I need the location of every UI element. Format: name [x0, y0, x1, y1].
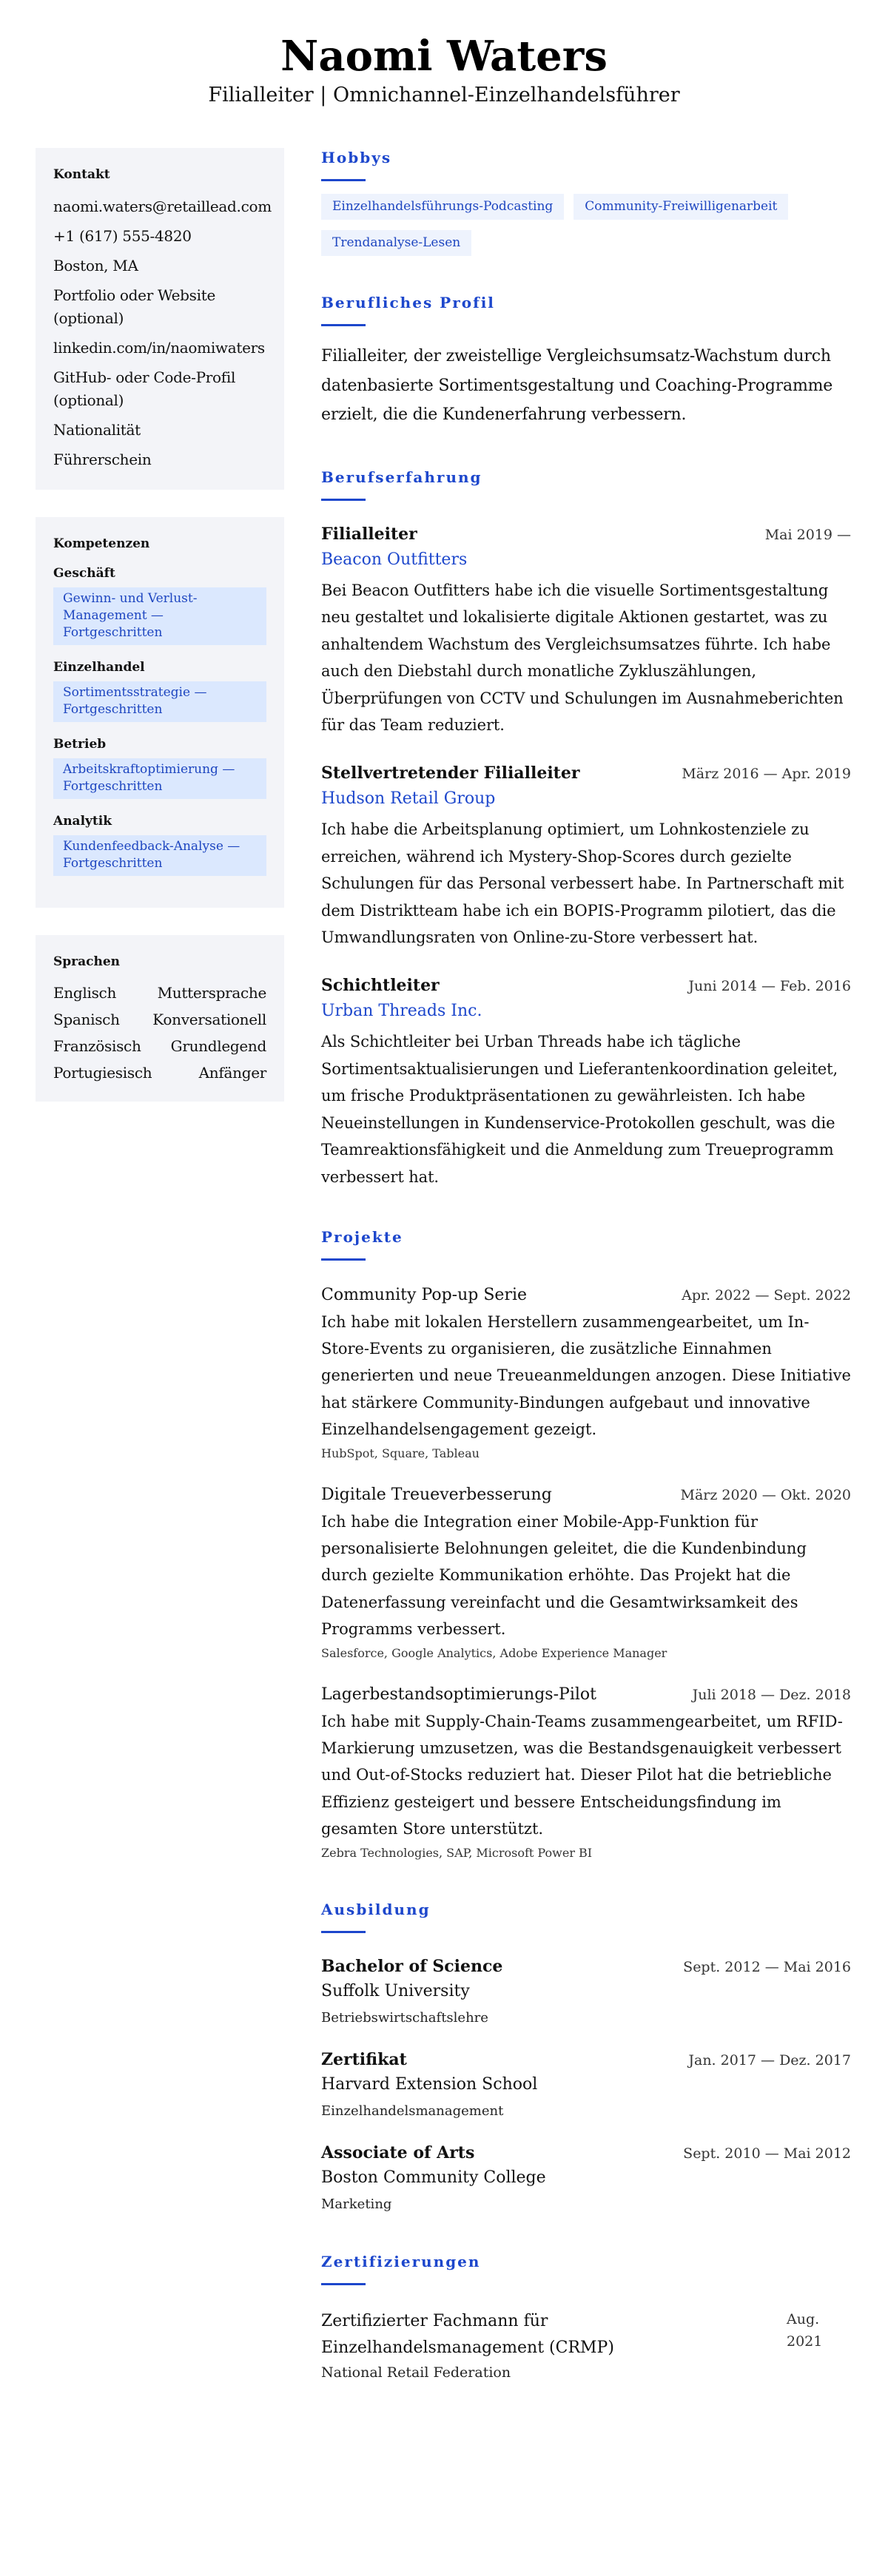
job-list — [321, 522, 851, 1191]
degree: Associate of Arts — [321, 2142, 475, 2162]
skill-tag: Gewinn- und Verlust-Management — Fortgeschritten — [53, 587, 266, 645]
heading-underline — [321, 179, 366, 181]
contact-github: GitHub- oder Code-Profil (optional) — [53, 368, 236, 409]
project-date: Apr. 2022 — Sept. 2022 — [682, 1287, 851, 1304]
skill-category: Betrieb — [53, 737, 107, 752]
experience-section — [321, 467, 851, 1191]
hobby-tags — [321, 194, 851, 256]
contact-linkedin[interactable]: linkedin.com/in/naomiwaters — [53, 339, 265, 357]
projects-section — [321, 1227, 851, 1864]
contact-location: Boston, MA — [53, 257, 138, 274]
job-title: Filialleiter — [321, 524, 417, 544]
field-of-study: Marketing — [321, 2196, 392, 2212]
language-row — [53, 1006, 266, 1033]
hobby-tag: Community-Freiwilligenarbeit — [574, 194, 788, 220]
sidebar — [36, 148, 284, 1129]
job-title: Stellvertretender Filialleiter — [321, 763, 580, 783]
project-title: Lagerbestandsoptimierungs-Pilot — [321, 1685, 596, 1704]
languages-box — [36, 935, 284, 1102]
language-level: Anfänger — [198, 1064, 266, 1082]
contact-portfolio: Portfolio oder Website (optional) — [53, 286, 216, 327]
contact-nationality: Nationalität — [53, 421, 141, 439]
contact-license: Führerschein — [53, 451, 152, 468]
language-row — [53, 1059, 266, 1086]
certification-title: Zertifizierter Fachmann für Einzelhandelsmanagement (CRMP) — [321, 2311, 614, 2357]
contact-heading: Kontakt — [53, 167, 110, 182]
field-of-study: Einzelhandelsmanagement — [321, 2103, 504, 2119]
job-date: Juni 2014 — Feb. 2016 — [688, 978, 851, 995]
project-title: Community Pop-up Serie — [321, 1285, 528, 1304]
skills-heading: Kompetenzen — [53, 536, 150, 551]
heading-underline — [321, 2283, 366, 2285]
education-date: Jan. 2017 — Dez. 2017 — [688, 2051, 851, 2068]
heading-underline — [321, 499, 366, 501]
project-description: Ich habe mit Supply-Chain-Teams zusammengearbeitet, um RFID-Markierung umzusetzen, was die Bestandsgenauigkeit verbessert und Out-of-Stocks reduziert hat. Dieser Pilot hat die betriebliche Effizienz gesteigert und bessere Entscheidungsfindung im gesamten Store unterstützt. — [321, 1712, 843, 1838]
profile-section — [321, 292, 851, 430]
certification-issuer: National Retail Federation — [321, 2364, 511, 2381]
project-entry — [321, 1482, 851, 1664]
hobbies-section — [321, 147, 851, 256]
school: Suffolk University — [321, 1981, 470, 2000]
project-date: Juli 2018 — Dez. 2018 — [692, 1686, 851, 1703]
job-entry — [321, 522, 851, 740]
candidate-subtitle: Filialleiter | Omnichannel-Einzelhandelsführer — [208, 84, 680, 107]
resume-header — [0, 30, 888, 109]
school: Boston Community College — [321, 2168, 546, 2187]
education-entry — [321, 1955, 851, 2032]
job-company: Urban Threads Inc. — [321, 1002, 482, 1021]
job-description: Als Schichtleiter bei Urban Threads habe ich tägliche Sortimentsaktualisierungen und Lieferantenkoordination geleitet, um frische Produktpräsentationen zu gewährleisten. Ich habe Neueinstellungen in Kundenservice-Protokollen geschult, was die Teamreaktionsfähigkeit und die Anmeldung zum Treueprogramm verbessert hat. — [321, 1033, 838, 1186]
languages-heading: Sprachen — [53, 954, 121, 969]
candidate-name: Naomi Waters — [280, 32, 608, 81]
project-date: März 2020 — Okt. 2020 — [680, 1486, 851, 1503]
section-heading: Berufliches Profil — [321, 294, 495, 311]
education-entry — [321, 2141, 851, 2218]
project-description: Ich habe die Integration einer Mobile-App-Funktion für personalisierte Belohnungen geleitet, die die Kundenbindung durch gezielte Kommunikation erhöhte. Das Projekt hat die Datenerfassung vereinfacht und die Gesamtwirksamkeit des Programms verbessert. — [321, 1512, 807, 1639]
contact-email[interactable]: naomi.waters@retaillead.com — [53, 198, 272, 215]
language-row — [53, 1033, 266, 1059]
job-description: Ich habe die Arbeitsplanung optimiert, um Lohnkostenziele zu erreichen, während ich Mystery-Shop-Scores durch gezielte Schulungen für das Personal verbessert habe. In Partnerschaft mit dem Distriktteam habe ich ein BOPIS-Programm pilotiert, das die Umwandlungsraten von Online-zu-Store verbessert hat. — [321, 820, 844, 947]
job-entry — [321, 974, 851, 1191]
skill-category: Geschäft — [53, 566, 115, 581]
hobby-tag: Trendanalyse-Lesen — [321, 230, 471, 256]
language-name: Spanisch — [53, 1011, 120, 1028]
profile-text: Filialleiter, der zweistellige Vergleichsumsatz-Wachstum durch datenbasierte Sortimentsgestaltung und Coaching-Programme erzielt, die die Kundenerfahrung verbessern. — [321, 347, 833, 424]
education-entry — [321, 2048, 851, 2125]
job-date: März 2016 — Apr. 2019 — [682, 766, 851, 783]
skill-tag: Sortimentsstrategie — Fortgeschritten — [53, 681, 266, 722]
job-title: Schichtleiter — [321, 976, 440, 996]
section-heading: Projekte — [321, 1227, 403, 1246]
project-tools: Salesforce, Google Analytics, Adobe Experience Manager — [321, 1645, 667, 1660]
field-of-study: Betriebswirtschaftslehre — [321, 2009, 488, 2026]
education-date: Sept. 2010 — Mai 2012 — [683, 2145, 851, 2162]
hobby-tag: Einzelhandelsführungs-Podcasting — [321, 194, 564, 220]
section-heading: Zertifizierungen — [321, 2252, 481, 2270]
degree: Zertifikat — [321, 2049, 407, 2069]
contact-phone[interactable]: +1 (617) 555-4820 — [53, 227, 192, 245]
certification-entry — [321, 2308, 851, 2384]
skill-tag: Arbeitskraftoptimierung — Fortgeschritten — [53, 758, 266, 799]
section-heading: Berufserfahrung — [321, 468, 482, 486]
job-date: Mai 2019 — — [764, 526, 851, 543]
project-entry — [321, 1282, 851, 1464]
heading-underline — [321, 324, 366, 326]
language-level: Grundlegend — [170, 1037, 266, 1055]
section-heading: Ausbildung — [321, 1900, 431, 1918]
section-heading: Hobbys — [321, 149, 392, 166]
job-company: Hudson Retail Group — [321, 789, 496, 809]
skill-tag: Kundenfeedback-Analyse — Fortgeschritten — [53, 835, 266, 876]
degree: Bachelor of Science — [321, 1956, 503, 1976]
education-section — [321, 1899, 851, 2218]
job-company: Beacon Outfitters — [321, 550, 468, 569]
language-level: Konversationell — [152, 1011, 266, 1028]
contact-box — [36, 148, 284, 490]
skill-category: Einzelhandel — [53, 660, 145, 675]
certifications-section — [321, 2251, 851, 2384]
skills-box — [36, 517, 284, 908]
education-date: Sept. 2012 — Mai 2016 — [683, 1958, 851, 1975]
project-tools: HubSpot, Square, Tableau — [321, 1446, 480, 1460]
job-entry — [321, 761, 851, 951]
heading-underline — [321, 1258, 366, 1261]
education-list — [321, 1955, 851, 2218]
language-row — [53, 980, 266, 1006]
main-content — [321, 147, 851, 2420]
school: Harvard Extension School — [321, 2074, 538, 2094]
language-name: Französisch — [53, 1037, 141, 1055]
project-title: Digitale Treueverbesserung — [321, 1485, 552, 1504]
language-name: Englisch — [53, 984, 117, 1002]
language-name: Portugiesisch — [53, 1064, 152, 1082]
heading-underline — [321, 1931, 366, 1933]
project-tools: Zebra Technologies, SAP, Microsoft Power BI — [321, 1845, 593, 1860]
project-entry — [321, 1682, 851, 1864]
skill-category: Analytik — [53, 814, 112, 829]
project-description: Ich habe mit lokalen Herstellern zusammengearbeitet, um In-Store-Events zu organisieren, die zusätzliche Einnahmen generierten und neue Treueanmeldungen anzogen. Diese Initiative hat stärkere Community-Bindungen aufgebaut und innovative Einzelhandelsengagement gezeigt. — [321, 1312, 851, 1439]
job-description: Bei Beacon Outfitters habe ich die visuelle Sortimentsgestaltung neu gestaltet und lokalisierte digitale Aktionen gestartet, was zu anhaltendem Wachstum des Vergleichsumsatzes führte. Ich habe auch den Diebstahl durch monatliche Zykluszählungen, Überprüfungen von CCTV und Schulungen im Ausnahmeberichten für das Team reduziert. — [321, 581, 844, 735]
project-list — [321, 1282, 851, 1864]
language-level: Muttersprache — [157, 984, 266, 1002]
certification-date: Aug. 2021 — [787, 2310, 823, 2350]
